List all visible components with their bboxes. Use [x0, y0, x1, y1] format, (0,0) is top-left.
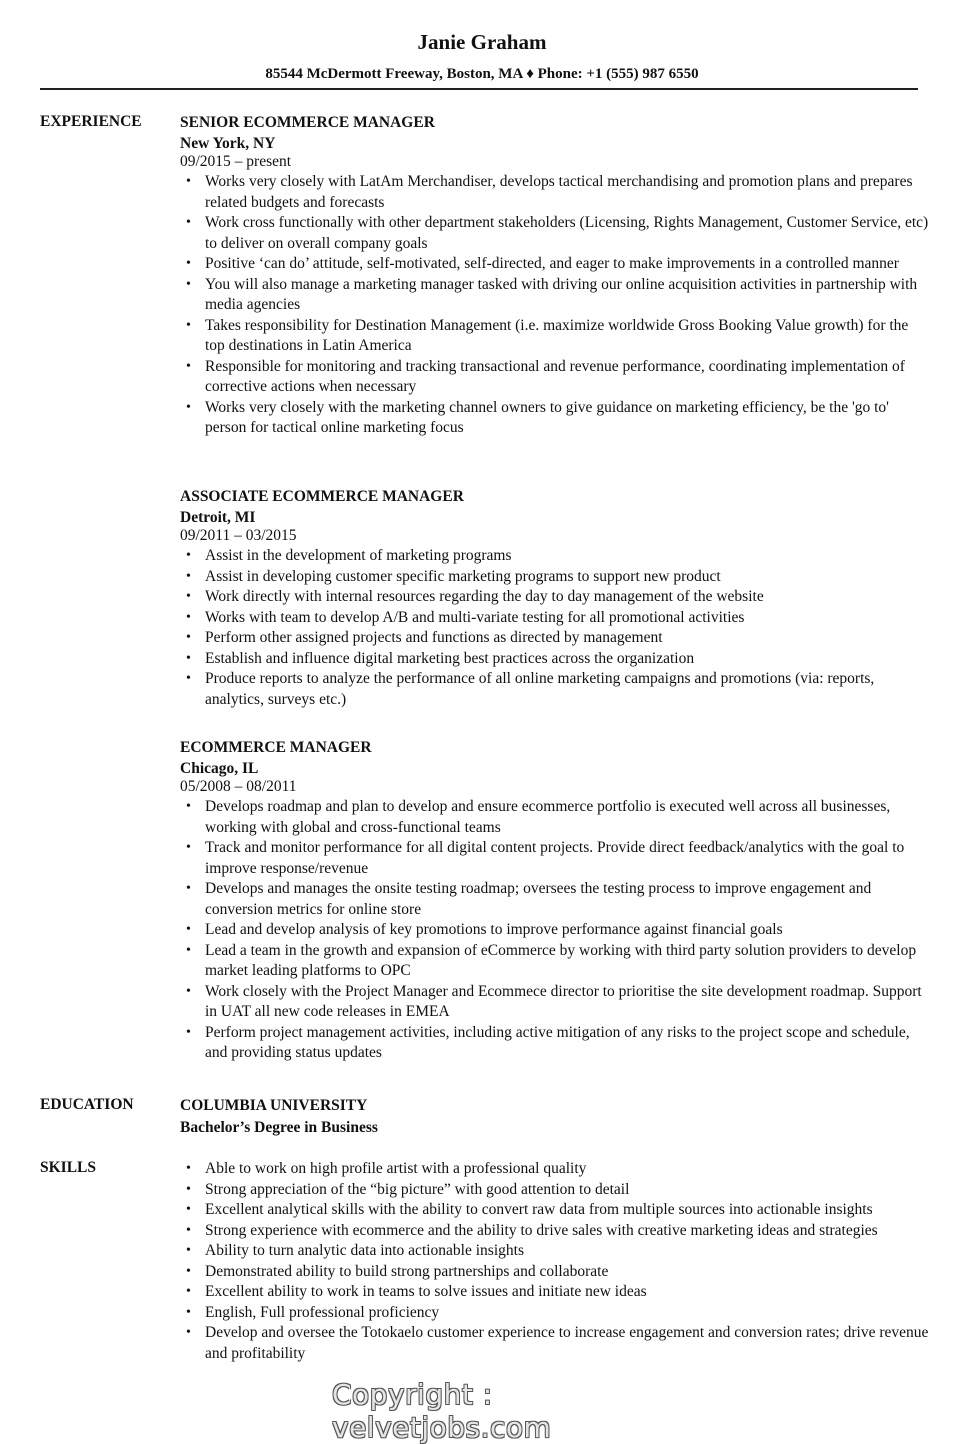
bullet-item: • Work closely with the Project Manager and Ecommece director to prioritise the site development roadmap. Support in UAT all new code releases in EMEA	[180, 982, 930, 1023]
skill-item: • Able to work on high profile artist with a professional quality	[180, 1159, 930, 1180]
skill-item: • Ability to turn analytic data into actionable insights	[180, 1241, 930, 1262]
skill-item: • Excellent analytical skills with the ability to convert raw data from multiple sources into actionable insights	[180, 1200, 930, 1221]
job-entry	[180, 113, 930, 439]
bullet-item: • Assist in the development of marketing programs	[180, 546, 930, 567]
bullet-item: • Works very closely with LatAm Merchandiser, develops tactical merchandising and promotion plans and prepares related budgets and forecasts	[180, 172, 930, 213]
bullet-item: • Works with team to develop A/B and multi-variate testing for all promotional activities	[180, 608, 930, 629]
job-entry	[180, 487, 930, 710]
candidate-name: Janie Graham	[417, 30, 547, 54]
job-bullets	[180, 172, 930, 439]
bullet-item: • Produce reports to analyze the performance of all online marketing campaigns and promotions (via: reports, analytics, surveys etc.)	[180, 669, 930, 710]
job-bullets	[180, 797, 930, 1064]
degree: Bachelor’s Degree in Business	[180, 1119, 378, 1136]
bullet-item: • Develops and manages the onsite testing roadmap; oversees the testing process to improve engagement and conversion metrics for online store	[180, 879, 930, 920]
job-location: New York, NY	[180, 135, 276, 152]
school-name: COLUMBIA UNIVERSITY	[180, 1097, 368, 1114]
skill-item: • Demonstrated ability to build strong partnerships and collaborate	[180, 1262, 930, 1283]
bullet-item: • Work cross functionally with other department stakeholders (Licensing, Rights Management, Customer Service, etc) to deliver on overall company goals	[180, 213, 930, 254]
job-title: ECOMMERCE MANAGER	[180, 739, 372, 756]
job-entry	[180, 738, 930, 1064]
skill-item: • Strong experience with ecommerce and the ability to drive sales with creative marketing ideas and strategies	[180, 1221, 930, 1242]
job-location: Chicago, IL	[180, 760, 259, 777]
section-label-skills: SKILLS	[40, 1159, 97, 1176]
header-divider	[40, 88, 918, 90]
job-dates: 09/2011 – 03/2015	[180, 527, 297, 544]
job-title: SENIOR ECOMMERCE MANAGER	[180, 114, 435, 131]
bullet-item: • Lead a team in the growth and expansion of eCommerce by working with third party solution providers to develop market leading platforms to OPC	[180, 941, 930, 982]
bullet-item: • You will also manage a marketing manager tasked with driving our online acquisition activities in partnership with media agencies	[180, 275, 930, 316]
contact-line: 85544 McDermott Freeway, Boston, MA ♦ Phone: +1 (555) 987 6550	[265, 66, 699, 82]
section-label-experience: EXPERIENCE	[40, 113, 142, 130]
bullet-item: • Takes responsibility for Destination Management (i.e. maximize worldwide Gross Booking Value growth) for the top destinations in Latin America	[180, 316, 930, 357]
bullet-item: • Positive ‘can do’ attitude, self-motivated, self-directed, and eager to make improvements in a controlled manner	[180, 254, 930, 275]
bullet-item: • Perform other assigned projects and functions as directed by management	[180, 628, 930, 649]
bullet-item: • Assist in developing customer specific marketing programs to support new product	[180, 567, 930, 588]
job-title: ASSOCIATE ECOMMERCE MANAGER	[180, 488, 464, 505]
bullet-item: • Lead and develop analysis of key promotions to improve performance against financial goals	[180, 920, 930, 941]
bullet-item: • Develops roadmap and plan to develop and ensure ecommerce portfolio is executed well across all businesses, working with global and cross-functional teams	[180, 797, 930, 838]
bullet-item: • Works very closely with the marketing channel owners to give guidance on marketing efficiency, be the 'go to' person for tactical online marketing focus	[180, 398, 930, 439]
job-bullets	[180, 546, 930, 710]
bullet-item: • Track and monitor performance for all digital content projects. Provide direct feedback/analytics with the goal to improve response/revenue	[180, 838, 930, 879]
job-dates: 09/2015 – present	[180, 153, 292, 170]
job-dates: 05/2008 – 08/2011	[180, 778, 297, 795]
bullet-item: • Work directly with internal resources regarding the day to day management of the website	[180, 587, 930, 608]
skill-item: • English, Full professional proficiency	[180, 1303, 930, 1324]
section-label-education: EDUCATION	[40, 1096, 134, 1113]
education-entry	[180, 1096, 930, 1138]
bullet-item: • Perform project management activities, including active mitigation of any risks to the project scope and schedule, and providing status updates	[180, 1023, 930, 1064]
job-location: Detroit, MI	[180, 509, 256, 526]
skills-entry	[180, 1159, 930, 1364]
skill-item: • Strong appreciation of the “big picture” with good attention to detail	[180, 1180, 930, 1201]
skills-list	[180, 1159, 930, 1364]
copyright-watermark: Copyright : velvetjobs.com	[332, 1378, 552, 1444]
skill-item: • Excellent ability to work in teams to solve issues and initiate new ideas	[180, 1282, 930, 1303]
bullet-item: • Responsible for monitoring and tracking transactional and revenue performance, coordinating implementation of corrective actions when necessary	[180, 357, 930, 398]
skill-item: • Develop and oversee the Totokaelo customer experience to increase engagement and conversion rates; drive revenue and profitability	[180, 1323, 930, 1364]
bullet-item: • Establish and influence digital marketing best practices across the organization	[180, 649, 930, 670]
